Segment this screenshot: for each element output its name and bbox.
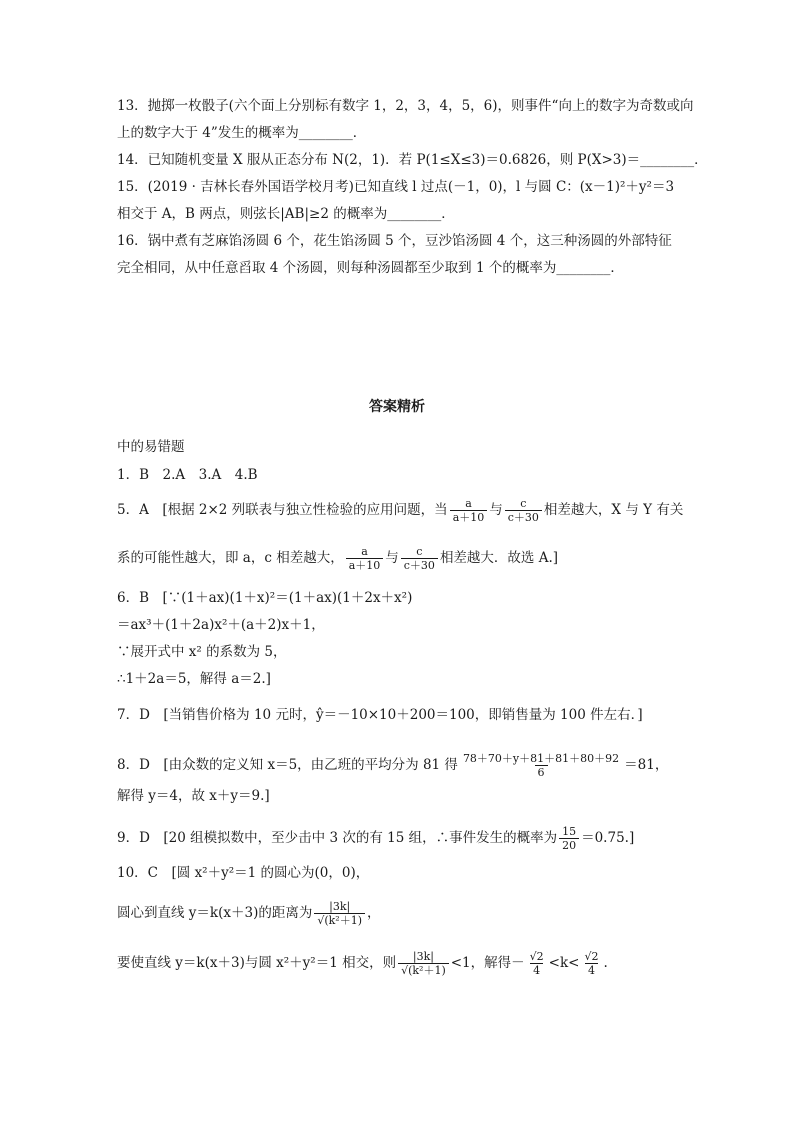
answer-10-text-post: ，	[367, 905, 381, 921]
answer-10-3-text-mid2: <k<	[548, 955, 580, 971]
answer-7: 7．D [当销售价格为 10 元时，ŷ＝－10×10＋200＝100，即销售量为 100 件左右．]	[117, 707, 643, 723]
fraction-denominator: 6	[535, 765, 548, 779]
answer-6-line-1: 6．B [∵(1＋ax)(1＋x)²＝(1＋ax)(1＋2x＋x²)	[117, 590, 413, 606]
answer-5-text-mid: 与	[489, 502, 503, 518]
fraction-numerator: 78＋70＋y＋81＋81＋80＋92	[462, 752, 620, 765]
question-14: 14．已知随机变量 X 服从正态分布 N(2，1)．若 P(1≤X≤3)＝0.6826，则 P(X>3)＝________．	[117, 152, 708, 168]
question-16-line-2: 完全相同，从中任意舀取 4 个汤圆，则每种汤圆都至少取到 1 个的概率为________．	[117, 260, 624, 276]
fraction-distance	[314, 900, 365, 927]
answers-1-4: 1．B 2.A 3.A 4.B	[117, 467, 258, 483]
fraction-denominator: √(k²＋1)	[398, 963, 449, 977]
question-15-line-2: 相交于 A，B 两点，则弦长|AB|≥2 的概率为________．	[117, 206, 455, 222]
fraction-numerator: √2	[584, 950, 599, 963]
answer-10-3-text-mid: <1，解得－	[450, 955, 525, 971]
question-15-line-1: 15．(2019 · 吉林长春外国语学校月考)已知直线 l 过点(－1，0)，l 与圆 C：(x－1)²＋y²＝3	[117, 179, 675, 195]
fraction-numerator: |3k|	[412, 950, 434, 963]
answers-section-label: 中的易错题	[117, 439, 185, 455]
fraction-distance	[398, 950, 449, 977]
answer-9	[117, 825, 634, 852]
fraction-15-over-20	[559, 825, 579, 852]
fraction-denominator: a＋10	[346, 558, 384, 572]
answer-5-text-post: 相差越大，X 与 Y 有关	[543, 502, 684, 518]
question-13-line-2: 上的数字大于 4”发生的概率为________．	[117, 125, 367, 141]
fraction-denominator: 4	[530, 963, 543, 977]
question-13-line-1: 13．抛掷一枚骰子(六个面上分别标有数字 1，2，3，4，5，6)，则事件“向上的数字为奇数或向	[117, 98, 694, 114]
fraction-c-over-c30	[401, 545, 438, 572]
fraction-numerator: a	[361, 545, 368, 558]
fraction-numerator: c	[520, 497, 527, 510]
question-16-line-1: 16．锅中煮有芝麻馅汤圆 6 个，花生馅汤圆 5 个，豆沙馅汤圆 4 个，这三种汤圆的外部特征	[117, 233, 672, 249]
fraction-numerator: 15	[562, 825, 577, 838]
answer-8-line-1	[117, 752, 668, 779]
fraction-numerator: a	[465, 497, 472, 510]
answer-10-line-3	[117, 950, 608, 977]
fraction-root2-over-4	[581, 950, 601, 977]
fraction-mean-score	[460, 752, 622, 779]
answer-5-text-pre: 5．A [根据 2×2 列联表与独立性检验的应用问题，当	[117, 502, 448, 518]
fraction-denominator: 20	[559, 838, 579, 852]
fraction-numerator: c	[416, 545, 423, 558]
answer-10-line-2	[117, 900, 381, 927]
fraction-denominator: a＋10	[450, 510, 488, 524]
fraction-numerator: √2	[529, 950, 544, 963]
answer-10-3-text-pre: 要使直线 y＝k(x＋3)与圆 x²＋y²＝1 相交，则	[117, 955, 397, 971]
answer-8-text-post: ＝81，	[624, 757, 669, 773]
answer-5b-text-pre: 系的可能性越大，即 a，c 相差越大，	[117, 550, 344, 566]
fraction-denominator: 4	[585, 963, 598, 977]
answer-10-3-text-post: .	[603, 955, 608, 971]
answer-9-text-post: ＝0.75.]	[581, 830, 635, 846]
fraction-c-over-c30	[505, 497, 542, 524]
answer-10-line-1: 10．C [圆 x²＋y²＝1 的圆心为(0，0)，	[117, 865, 370, 881]
fraction-a-over-a10	[346, 545, 384, 572]
answer-5b-text-post: 相差越大．故选 A.]	[439, 550, 559, 566]
fraction-denominator: c＋30	[401, 558, 438, 572]
answer-6-line-2: ＝ax³＋(1＋2a)x²＋(a＋2)x＋1，	[117, 617, 325, 633]
answer-8-line-2: 解得 y＝4，故 x＋y＝9.]	[117, 788, 270, 804]
fraction-denominator: √(k²＋1)	[314, 913, 365, 927]
answer-6-line-4: ∴1＋2a＝5，解得 a＝2.]	[117, 671, 271, 687]
answer-5b-text-mid: 与	[385, 550, 399, 566]
answer-10-text-pre: 圆心到直线 y＝k(x＋3)的距离为	[117, 905, 313, 921]
answer-9-text-pre: 9．D [20 组模拟数中，至少击中 3 次的有 15 组，∴事件发生的概率为	[117, 830, 558, 846]
fraction-a-over-a10	[450, 497, 488, 524]
answers-title: 答案精析	[369, 399, 425, 415]
fraction-denominator: c＋30	[505, 510, 542, 524]
answer-5-line-2	[117, 545, 558, 572]
answer-6-line-3: ∵展开式中 x² 的系数为 5，	[117, 644, 287, 660]
fraction-root2-over-4	[527, 950, 547, 977]
answer-5-line-1	[117, 497, 683, 524]
fraction-numerator: |3k|	[329, 900, 351, 913]
answer-8-text-pre: 8．D [由众数的定义知 x＝5，由乙班的平均分为 81 得	[117, 757, 458, 773]
